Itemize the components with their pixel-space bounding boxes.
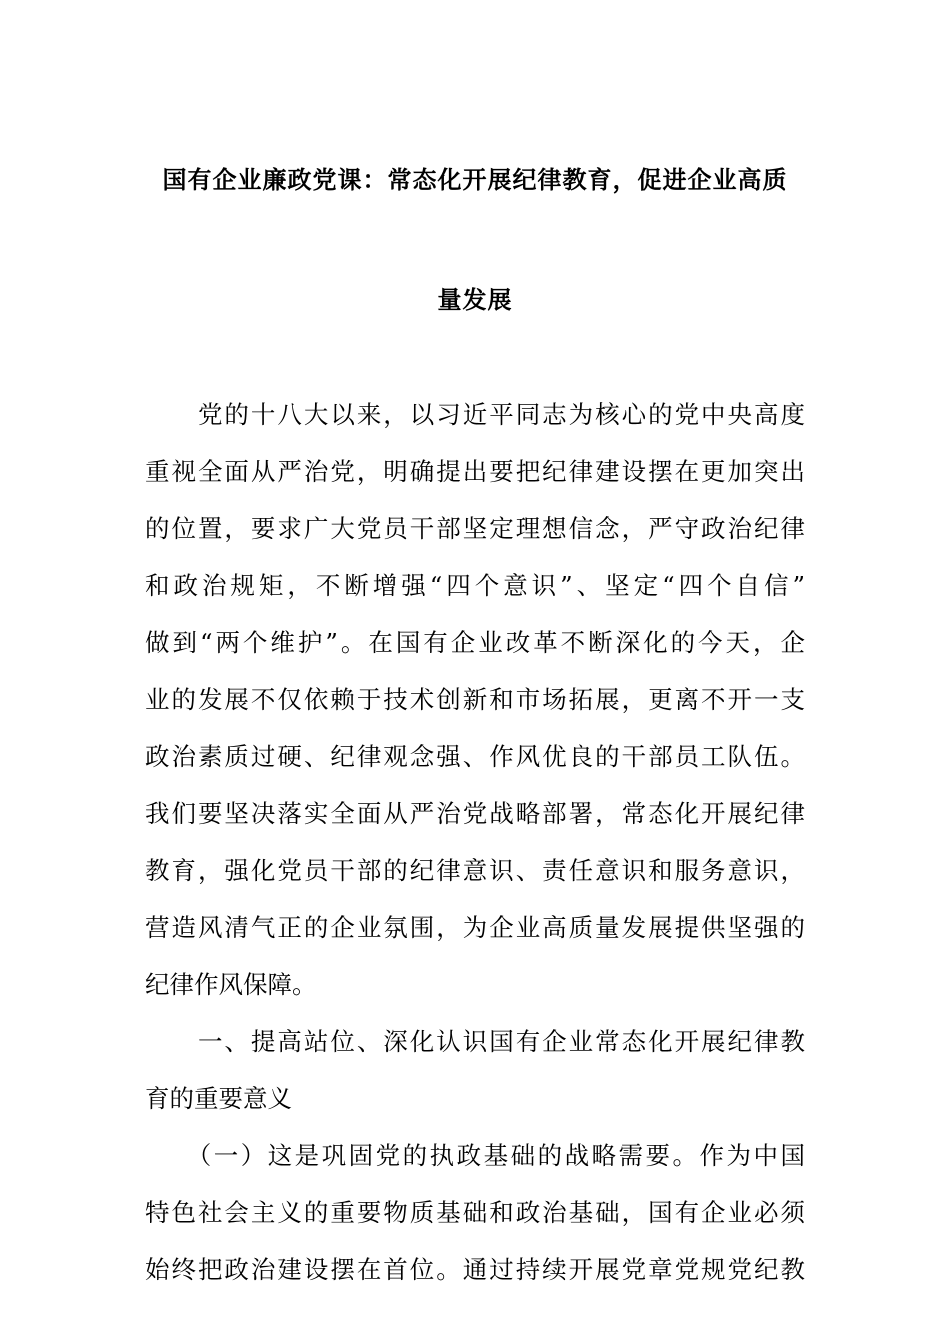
document-title-line-1: 国有企业廉政党课：常态化开展纪律教育，促进企业高质	[162, 165, 788, 194]
section-heading-line: 一、提高站位、深化认识国有企业常态化开展纪律教	[145, 1027, 805, 1056]
paragraph-line: 教育，强化党员干部的纪律意识、责任意识和服务意识，	[145, 856, 805, 885]
paragraph-line: 营造风清气正的企业氛围，为企业高质量发展提供坚强的	[145, 913, 805, 942]
paragraph-line: 业的发展不仅依赖于技术创新和市场拓展，更离不开一支	[145, 685, 805, 714]
paragraph-line: 特色社会主义的重要物质基础和政治基础，国有企业必须	[145, 1198, 805, 1227]
paragraph-line: 始终把政治建设摆在首位。通过持续开展党章党规党纪教	[145, 1255, 805, 1284]
document-title-line-2: 量发展	[437, 285, 513, 314]
paragraph-line: 和政治规矩，不断增强“四个意识”、坚定“四个自信”	[145, 571, 805, 600]
paragraph-line: 政治素质过硬、纪律观念强、作风优良的干部员工队伍。	[145, 742, 805, 771]
paragraph-line: （一）这是巩固党的执政基础的战略需要。作为中国	[145, 1141, 805, 1170]
paragraph-line: 重视全面从严治党，明确提出要把纪律建设摆在更加突出	[145, 457, 805, 486]
section-heading-line: 育的重要意义	[145, 1084, 292, 1113]
paragraph-line: 的位置，要求广大党员干部坚定理想信念，严守政治纪律	[145, 514, 805, 543]
paragraph-line: 纪律作风保障。	[145, 970, 317, 999]
paragraph-line: 做到“两个维护”。在国有企业改革不断深化的今天，企	[145, 628, 805, 657]
paragraph-line: 党的十八大以来，以习近平同志为核心的党中央高度	[145, 400, 805, 429]
paragraph-line: 我们要坚决落实全面从严治党战略部署，常态化开展纪律	[145, 799, 805, 828]
